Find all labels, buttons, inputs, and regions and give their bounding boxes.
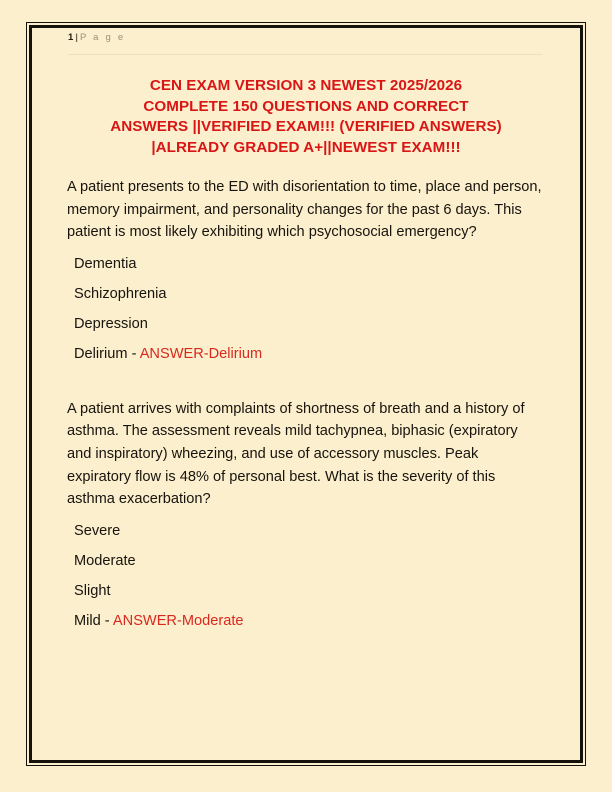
- option-text: Schizophrenia: [74, 285, 167, 302]
- answer-option: [74, 345, 546, 363]
- answer-option: [74, 522, 546, 540]
- answer-option: [74, 552, 546, 570]
- title-line-2: COMPLETE 150 QUESTIONS AND CORRECT: [143, 97, 469, 115]
- option-text: Depression: [74, 315, 148, 332]
- option-text: Dementia: [74, 255, 137, 272]
- question-stem: A patient presents to the ED with disorientation to time, place and person, memory impairment, and personality changes for the past 6 days. This patient is most likely exhibiting which psychosocial emergency?: [67, 179, 542, 241]
- question-block: [66, 176, 546, 363]
- answer-option: [74, 582, 546, 600]
- option-text: Severe: [74, 522, 121, 539]
- answer-option-list: [66, 522, 546, 630]
- header-page-number: 1: [68, 32, 74, 43]
- document-title: [66, 76, 546, 158]
- option-text: Slight: [74, 582, 111, 599]
- option-text: Moderate: [74, 552, 136, 569]
- answer-option: [74, 612, 546, 630]
- header-page-label: P a g e: [79, 32, 126, 43]
- page-content: [40, 30, 572, 756]
- option-answer-key: ANSWER-Moderate: [112, 612, 244, 629]
- answer-option: [74, 315, 546, 333]
- option-answer-key: ANSWER-Delirium: [139, 345, 263, 362]
- option-text: Mild -: [74, 612, 113, 629]
- answer-option-list: [66, 255, 546, 363]
- header-separator: |: [75, 32, 78, 43]
- title-line-4: |ALREADY GRADED A+||NEWEST EXAM!!!: [151, 138, 461, 156]
- question-stem: A patient arrives with complaints of shortness of breath and a history of asthma. The assessment reveals mild tachypnea, biphasic (expiratory and inspiratory) wheezing, and use of accessory muscles. Peak expiratory flow is 48% of personal best. What is the severity of this asthma exacerbation?: [67, 400, 525, 508]
- title-line-3: ANSWERS ||VERIFIED EXAM!!! (VERIFIED ANSWERS): [110, 118, 502, 135]
- header-divider: [68, 54, 542, 55]
- option-text: Delirium -: [74, 345, 140, 362]
- answer-option: [74, 285, 546, 303]
- answer-option: [74, 255, 546, 273]
- running-header: [66, 30, 546, 52]
- question-block: [66, 398, 546, 630]
- title-line-1: CEN EXAM VERSION 3 NEWEST 2025/2026: [149, 77, 463, 94]
